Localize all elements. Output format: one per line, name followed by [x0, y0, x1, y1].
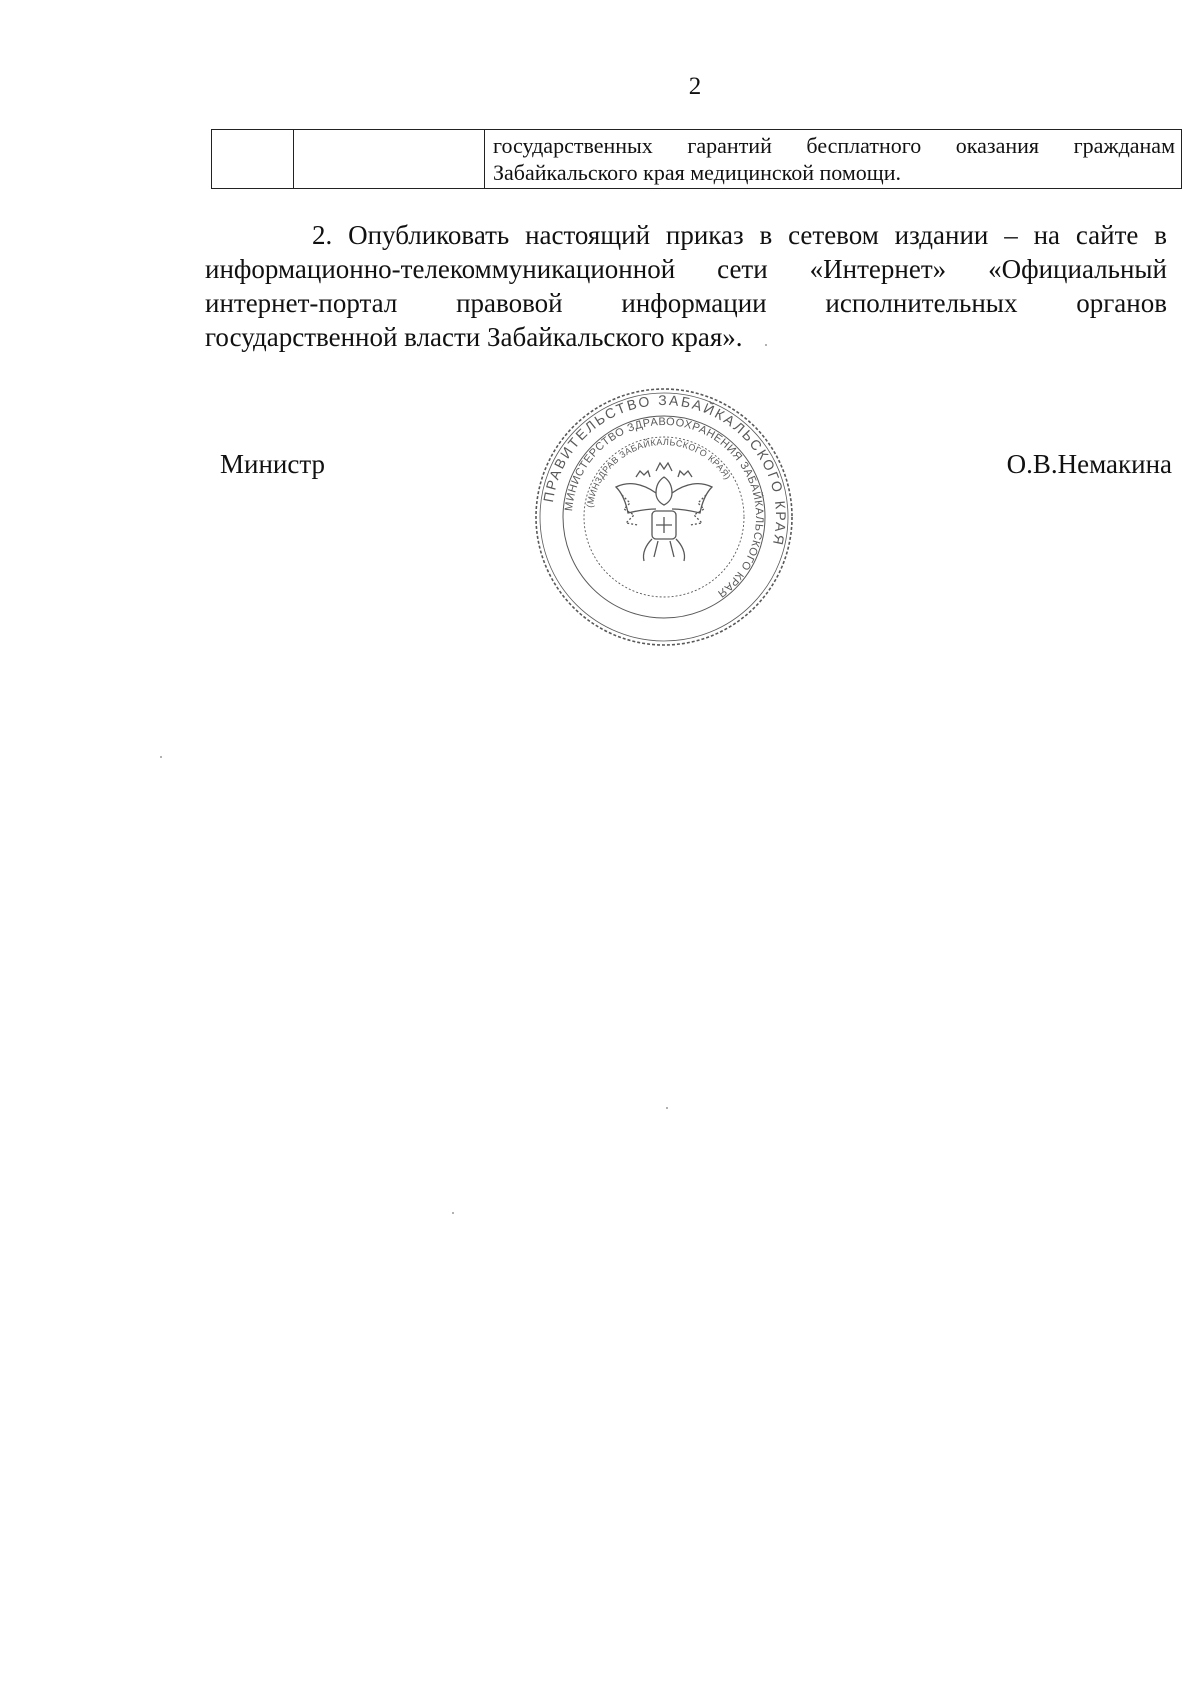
table-cell-text: [485, 130, 1182, 189]
table-text-line: Забайкальского края медицинской помощи.: [493, 160, 902, 185]
scan-speck: [666, 1107, 668, 1109]
publication-paragraph: [205, 218, 1167, 354]
table-text-line: государственных гарантий бесплатного оказания гражданам: [493, 133, 1175, 158]
scan-speck: [452, 1212, 454, 1214]
scan-speck: [160, 756, 162, 758]
stamp-outer-text: ПРАВИТЕЛЬСТВО ЗАБАЙКАЛЬСКОГО КРАЯ: [539, 391, 790, 549]
official-seal-stamp: [532, 385, 796, 649]
stamp-center-text: (МИНЗДРАВ ЗАБАЙКАЛЬСКОГО КРАЯ): [584, 436, 733, 509]
paragraph-line: 2. Опубликовать настоящий приказ в сетевом издании – на сайте в: [312, 220, 1167, 250]
page-number: 2: [688, 73, 702, 100]
table-row: [212, 130, 1182, 189]
signature-name: О.В.Немакина: [1006, 449, 1172, 479]
paragraph-line: интернет-портал правовой информации исполнительных органов: [205, 288, 1167, 318]
signature-title: Министр: [220, 449, 325, 479]
paragraph-line: информационно-телекоммуникационной сети «Интернет» «Официальный: [205, 254, 1167, 284]
paragraph-line: государственной власти Забайкальского края».: [205, 322, 743, 352]
continuation-table: [211, 129, 1182, 189]
stamp-inner-text: МИНИСТЕРСТВО ЗДРАВООХРАНЕНИЯ ЗАБАЙКАЛЬСКОГО КРАЯ: [563, 415, 766, 600]
coat-of-arms-emblem: [616, 463, 712, 561]
table-cell-number: [212, 130, 294, 189]
scan-speck: [765, 344, 767, 346]
table-cell-empty: [294, 130, 485, 189]
